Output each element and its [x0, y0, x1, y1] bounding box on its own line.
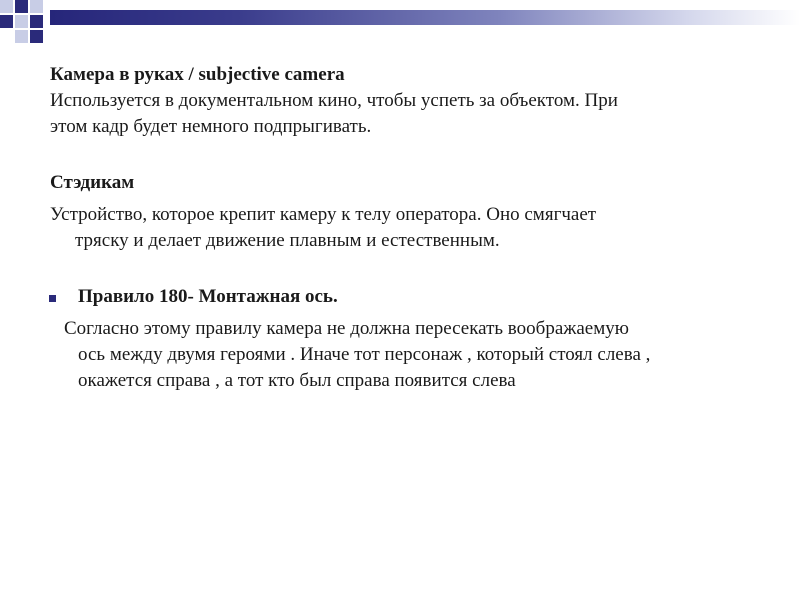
slide-body: [50, 62, 770, 394]
bullet-paragraph: [50, 316, 770, 394]
body-text: Устройство, которое крепит камеру к телу оператора. Оно смягчает: [50, 204, 597, 225]
section-heading: Камера в руках / subjective camera: [50, 64, 345, 85]
square-bullet-icon: [49, 295, 56, 302]
body-text: тряску и делает движение плавным и естественным.: [75, 230, 500, 251]
deco-square: [30, 30, 43, 43]
deco-square: [30, 15, 43, 28]
body-text: Используется в документальном кино, чтобы успеть за объектом. При: [50, 90, 618, 111]
header-gradient-bar: [50, 10, 800, 25]
bullet-item: [50, 284, 770, 310]
body-text: окажется справа , а тот кто был справа появится слева: [78, 370, 516, 391]
body-text: ось между двумя героями . Иначе тот персонаж , который стоял слева ,: [78, 344, 651, 365]
deco-square: [0, 0, 13, 13]
body-text: этом кадр будет немного подпрыгивать.: [50, 116, 372, 137]
deco-square: [0, 15, 13, 28]
deco-square: [15, 0, 28, 13]
body-text: Согласно этому правилу камера не должна пересекать воображаемую: [64, 318, 629, 339]
deco-square: [15, 15, 28, 28]
deco-square: [30, 0, 43, 13]
section-heading: Правило 180- Монтажная ось.: [78, 286, 338, 307]
deco-square: [15, 30, 28, 43]
section-heading: Стэдикам: [50, 172, 135, 193]
